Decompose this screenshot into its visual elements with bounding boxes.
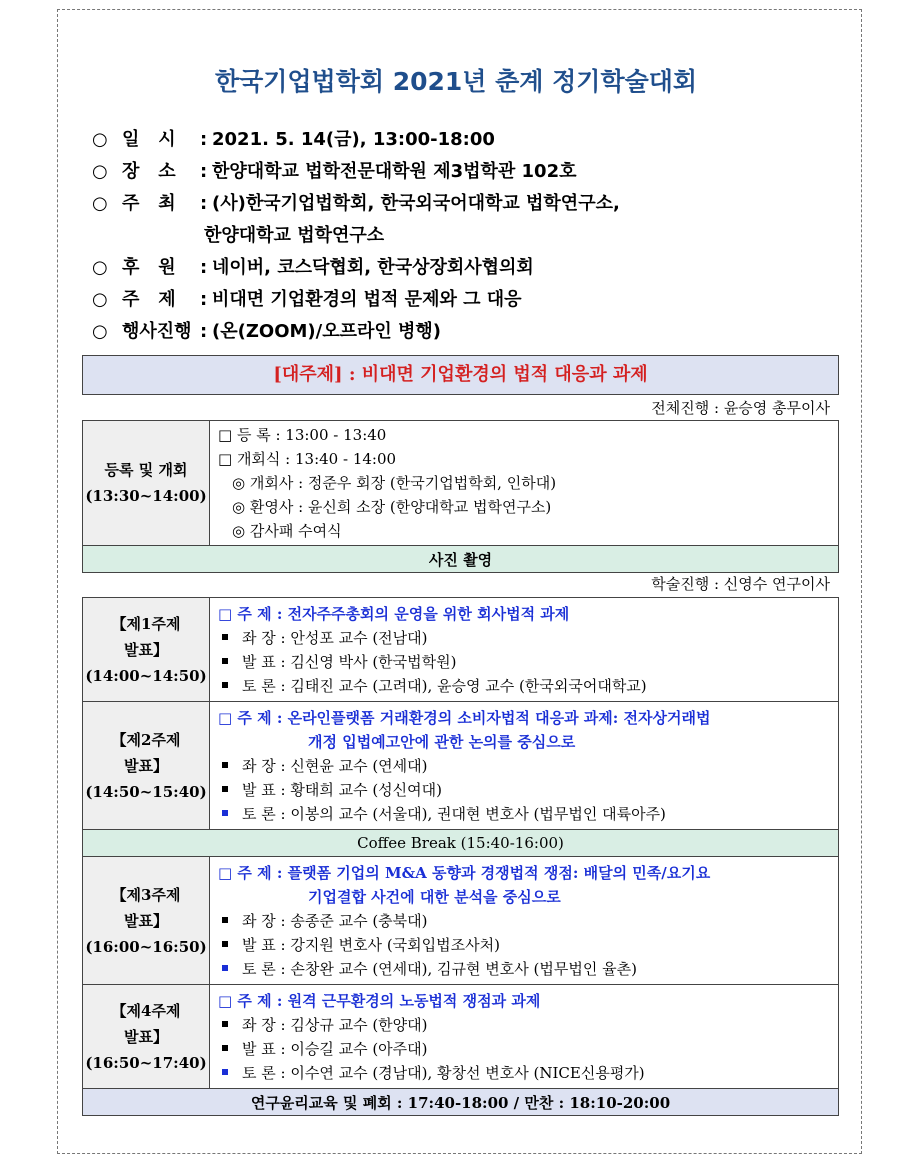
session-presenter: 발 표 : 이승길 교수 (아주대): [218, 1037, 838, 1061]
welcome-speech-line: ◎ 환영사 : 윤신희 소장 (한양대학교 법학연구소): [232, 498, 552, 516]
session-discussant: 토 론 : 손창완 교수 (연세대), 김규현 변호사 (법무법인 율촌): [218, 957, 838, 981]
session-details: [210, 985, 839, 1089]
opening-label-cell: [83, 421, 210, 546]
info-label: 장 소: [122, 161, 176, 182]
circle-bullet-icon: ○: [92, 161, 108, 182]
event-info: [92, 124, 852, 348]
circle-bullet-icon: ○: [92, 289, 108, 310]
session-presenter: 발 표 : 강지원 변호사 (국회입법조사처): [218, 933, 838, 957]
session-topic: □ 주 제 : 온라인플랫폼 거래환경의 소비자법적 대응과 과제: 전자상거래법: [218, 708, 711, 727]
info-label: 후 원: [122, 257, 176, 278]
sessions-table: [82, 597, 839, 1116]
square-bullet-icon: [222, 786, 228, 792]
session-time: (14:50~15:40): [85, 782, 207, 801]
info-theme: ○ 주 제 : 비대면 기업환경의 법적 문제와 그 대응: [92, 284, 852, 316]
circle-bullet-icon: ○: [92, 257, 108, 278]
session-label-cell: [83, 702, 210, 830]
square-bullet-icon: [222, 917, 228, 923]
circle-bullet-icon: ○: [92, 321, 108, 342]
square-bullet-icon: [222, 682, 228, 688]
session-details: [210, 598, 839, 702]
info-value: 2021. 5. 14(금), 13:00-18:00: [212, 129, 495, 150]
square-bullet-icon: [222, 1045, 228, 1051]
info-host: ○ 주 최 : (사)한국기업법학회, 한국외국어대학교 법학연구소,: [92, 188, 852, 220]
opening-time: (13:30~14:00): [85, 487, 207, 505]
info-label: 행사진행: [122, 321, 192, 342]
info-sponsor: ○ 후 원 : 네이버, 코스닥협회, 한국상장회사협의회: [92, 252, 852, 284]
session-label-cell: [83, 598, 210, 702]
opening-details: [210, 421, 839, 546]
info-value: 비대면 기업환경의 법적 문제와 그 대응: [212, 289, 522, 310]
session-chair: 좌 장 : 송종준 교수 (충북대): [218, 909, 838, 933]
opening-speech-line: ◎ 개회사 : 정준우 회장 (한국기업법학회, 인하대): [232, 474, 557, 492]
info-venue: ○ 장 소 : 한양대학교 법학전문대학원 제3법학관 102호: [92, 156, 852, 188]
session-label: 발표】: [124, 640, 168, 659]
session-row: [83, 985, 839, 1089]
academic-host: 학술진행 : 신영수 연구이사: [651, 575, 830, 593]
square-bullet-icon: [222, 810, 228, 816]
session-chair: 좌 장 : 김상규 교수 (한양대): [218, 1013, 838, 1037]
square-bullet-icon: [222, 1021, 228, 1027]
opening-label: 등록 및 개회: [104, 461, 188, 479]
registration-line: □ 등 록 : 13:00 - 13:40: [218, 426, 387, 444]
ceremony-line: □ 개회식 : 13:40 - 14:00: [218, 450, 397, 468]
session-topic: □ 주 제 : 전자주주총회의 운영을 위한 회사법적 과제: [218, 604, 570, 623]
session-label-cell: [83, 857, 210, 985]
session-label: 【제2주제: [111, 730, 181, 749]
square-bullet-icon: [222, 1069, 228, 1075]
info-label: 주 최: [122, 193, 176, 214]
info-value: 네이버, 코스닥협회, 한국상장회사협의회: [212, 257, 534, 278]
info-value: (사)한국기업법학회, 한국외국어대학교 법학연구소,: [212, 193, 620, 214]
session-discussant: 토 론 : 김태진 교수 (고려대), 윤승영 교수 (한국외국어대학교): [218, 674, 838, 698]
info-label: 주 제: [122, 289, 176, 310]
circle-bullet-icon: ○: [92, 193, 108, 214]
session-label: 【제4주제: [111, 1001, 181, 1020]
session-row: [83, 598, 839, 702]
session-details: [210, 857, 839, 985]
session-presenter: 발 표 : 황태희 교수 (성신여대): [218, 778, 838, 802]
session-discussant: 토 론 : 이봉의 교수 (서울대), 권대현 변호사 (법무법인 대륙아주): [218, 802, 838, 826]
main-theme-banner: [대주제] : 비대면 기업환경의 법적 대응과 과제: [82, 355, 839, 395]
session-time: (16:00~16:50): [85, 937, 207, 956]
session-chair: 좌 장 : 신현윤 교수 (연세대): [218, 754, 838, 778]
square-bullet-icon: [222, 965, 228, 971]
session-label: 발표】: [124, 756, 168, 775]
coffee-break-band: Coffee Break (15:40-16:00): [83, 830, 839, 857]
info-value: (온(ZOOM)/오프라인 병행): [212, 321, 442, 342]
session-label-cell: [83, 985, 210, 1089]
square-bullet-icon: [222, 762, 228, 768]
session-label: 발표】: [124, 1027, 168, 1046]
session-details: [210, 702, 839, 830]
info-format: ○ 행사진행 : (온(ZOOM)/오프라인 병행): [92, 316, 852, 348]
session-label: 【제1주제: [111, 614, 181, 633]
session-row: [83, 702, 839, 830]
session-label: 발표】: [124, 911, 168, 930]
closing-band: 연구윤리교육 및 폐회 : 17:40-18:00 / 만찬 : 18:10-20:00: [83, 1089, 839, 1116]
session-topic-continued: 개정 입법예고안에 관한 논의를 중심으로: [308, 732, 576, 751]
info-host-continued: 한양대학교 법학연구소: [204, 225, 385, 246]
session-topic-continued: 기업결합 사건에 대한 분석을 중심으로: [308, 887, 561, 906]
overall-host: 전체진행 : 윤승영 총무이사: [651, 399, 830, 417]
session-row: [83, 857, 839, 985]
info-label: 일 시: [122, 129, 176, 150]
session-label: 【제3주제: [111, 885, 181, 904]
session-chair: 좌 장 : 안성포 교수 (전남대): [218, 626, 838, 650]
session-discussant: 토 론 : 이수연 교수 (경남대), 황창선 변호사 (NICE신용평가): [218, 1061, 838, 1085]
square-bullet-icon: [222, 941, 228, 947]
session-topic: □ 주 제 : 원격 근무환경의 노동법적 쟁점과 과제: [218, 991, 541, 1010]
session-time: (14:00~14:50): [85, 666, 207, 685]
opening-table: [82, 420, 839, 573]
info-date: ○ 일 시 : 2021. 5. 14(금), 13:00-18:00: [92, 124, 852, 156]
square-bullet-icon: [222, 634, 228, 640]
session-presenter: 발 표 : 김신영 박사 (한국법학원): [218, 650, 838, 674]
info-value: 한양대학교 법학전문대학원 제3법학관 102호: [212, 161, 577, 182]
square-bullet-icon: [222, 658, 228, 664]
photo-band: 사진 촬영: [83, 546, 839, 573]
session-time: (16:50~17:40): [85, 1053, 207, 1072]
award-line: ◎ 감사패 수여식: [232, 522, 342, 540]
session-topic: □ 주 제 : 플랫폼 기업의 M&A 동향과 경쟁법적 쟁점: 배달의 민족/요기요: [218, 863, 711, 882]
circle-bullet-icon: ○: [92, 129, 108, 150]
page-title: 한국기업법학회 2021년 춘계 정기학술대회: [214, 67, 698, 96]
